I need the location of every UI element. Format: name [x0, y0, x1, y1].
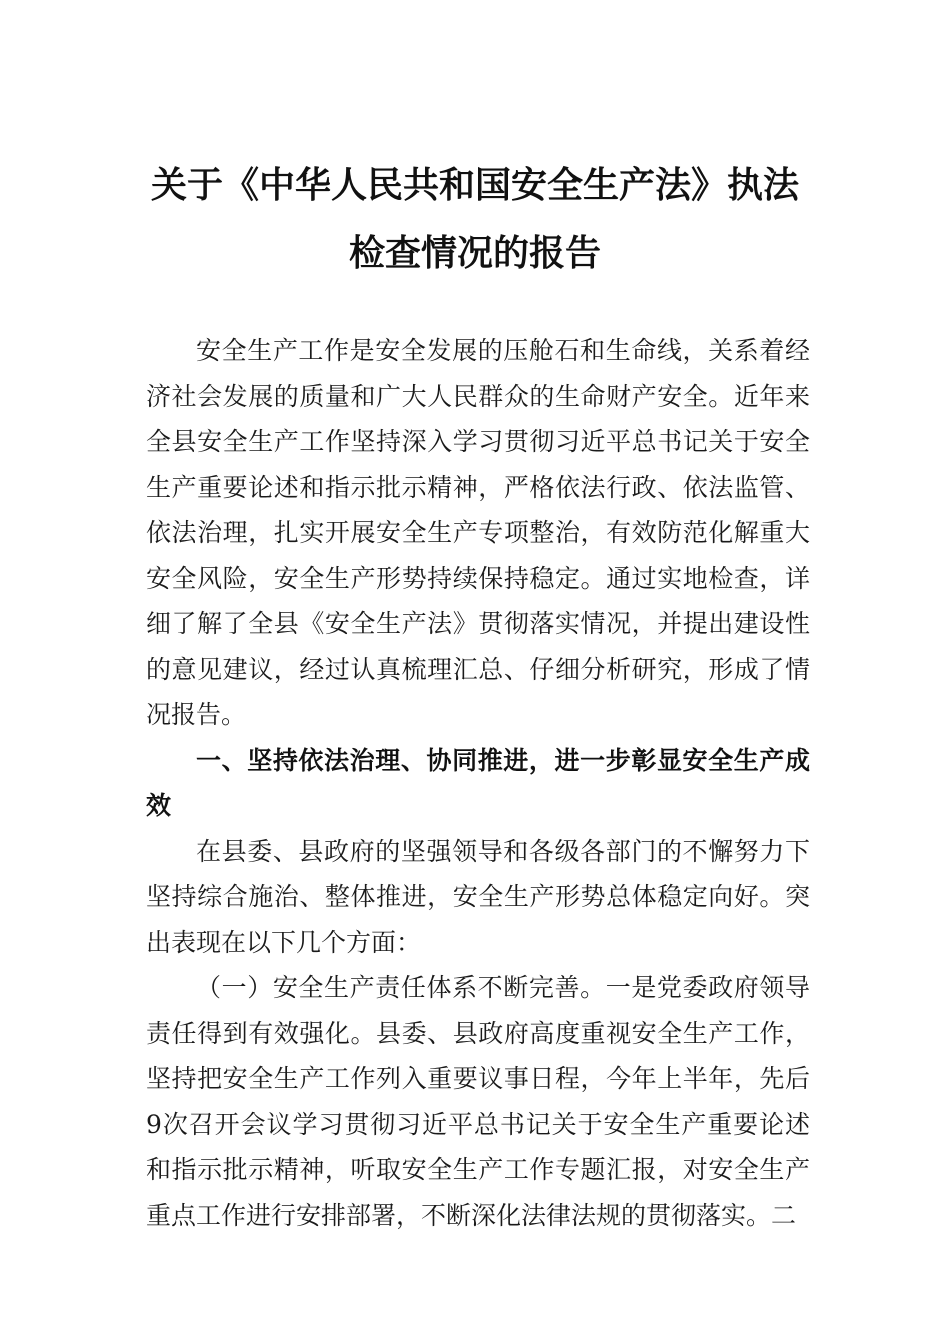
subsection-1-paragraph: [146, 965, 810, 1238]
document-title-line-2: 检查情况的报告: [348, 233, 601, 274]
intro-paragraph: 安全生产工作是安全发展的压舱石和生命线，关系着经济社会发展的质量和广大人民群众的生命财产安全。近年来全县安全生产工作坚持深入学习贯彻习近平总书记关于安全生产重要论述和指示批示精神，严格依法行政、依法监管、依法治理，扎实开展安全生产专项整治，有效防范化解重大安全风险，安全生产形势持续保持稳定。通过实地检查，详细了解了全县《安全生产法》贯彻落实情况，并提出建设性的意见建议，经过认真梳理汇总、仔细分析研究，形成了情况报告。: [146, 336, 810, 729]
subsection-1-lead: （一）安全生产责任体系不断完善。: [196, 973, 606, 1002]
document-body: [146, 328, 810, 1238]
section-1-paragraph: 在县委、县政府的坚强领导和各级各部门的不懈努力下坚持综合施治、整体推进，安全生产形势总体稳定向好。突出表现在以下几个方面：: [146, 836, 810, 957]
document-title-line-1: 关于《中华人民共和国安全生产法》执法: [150, 165, 799, 206]
section-1-heading: 一、坚持依法治理、协同推进，进一步彰显安全生产成效: [146, 745, 810, 820]
subsection-1-text: 一是党委政府领导责任得到有效强化。县委、县政府高度重视安全生产工作，坚持把安全生产工作列入重要议事日程，今年上半年，先后9次召开会议学习贯彻习近平总书记关于安全生产重要论述和指示批示精神，听取安全生产工作专题汇报，对安全生产重点工作进行安排部署，不断深化法律法规的贯彻落实。二: [146, 973, 810, 1230]
